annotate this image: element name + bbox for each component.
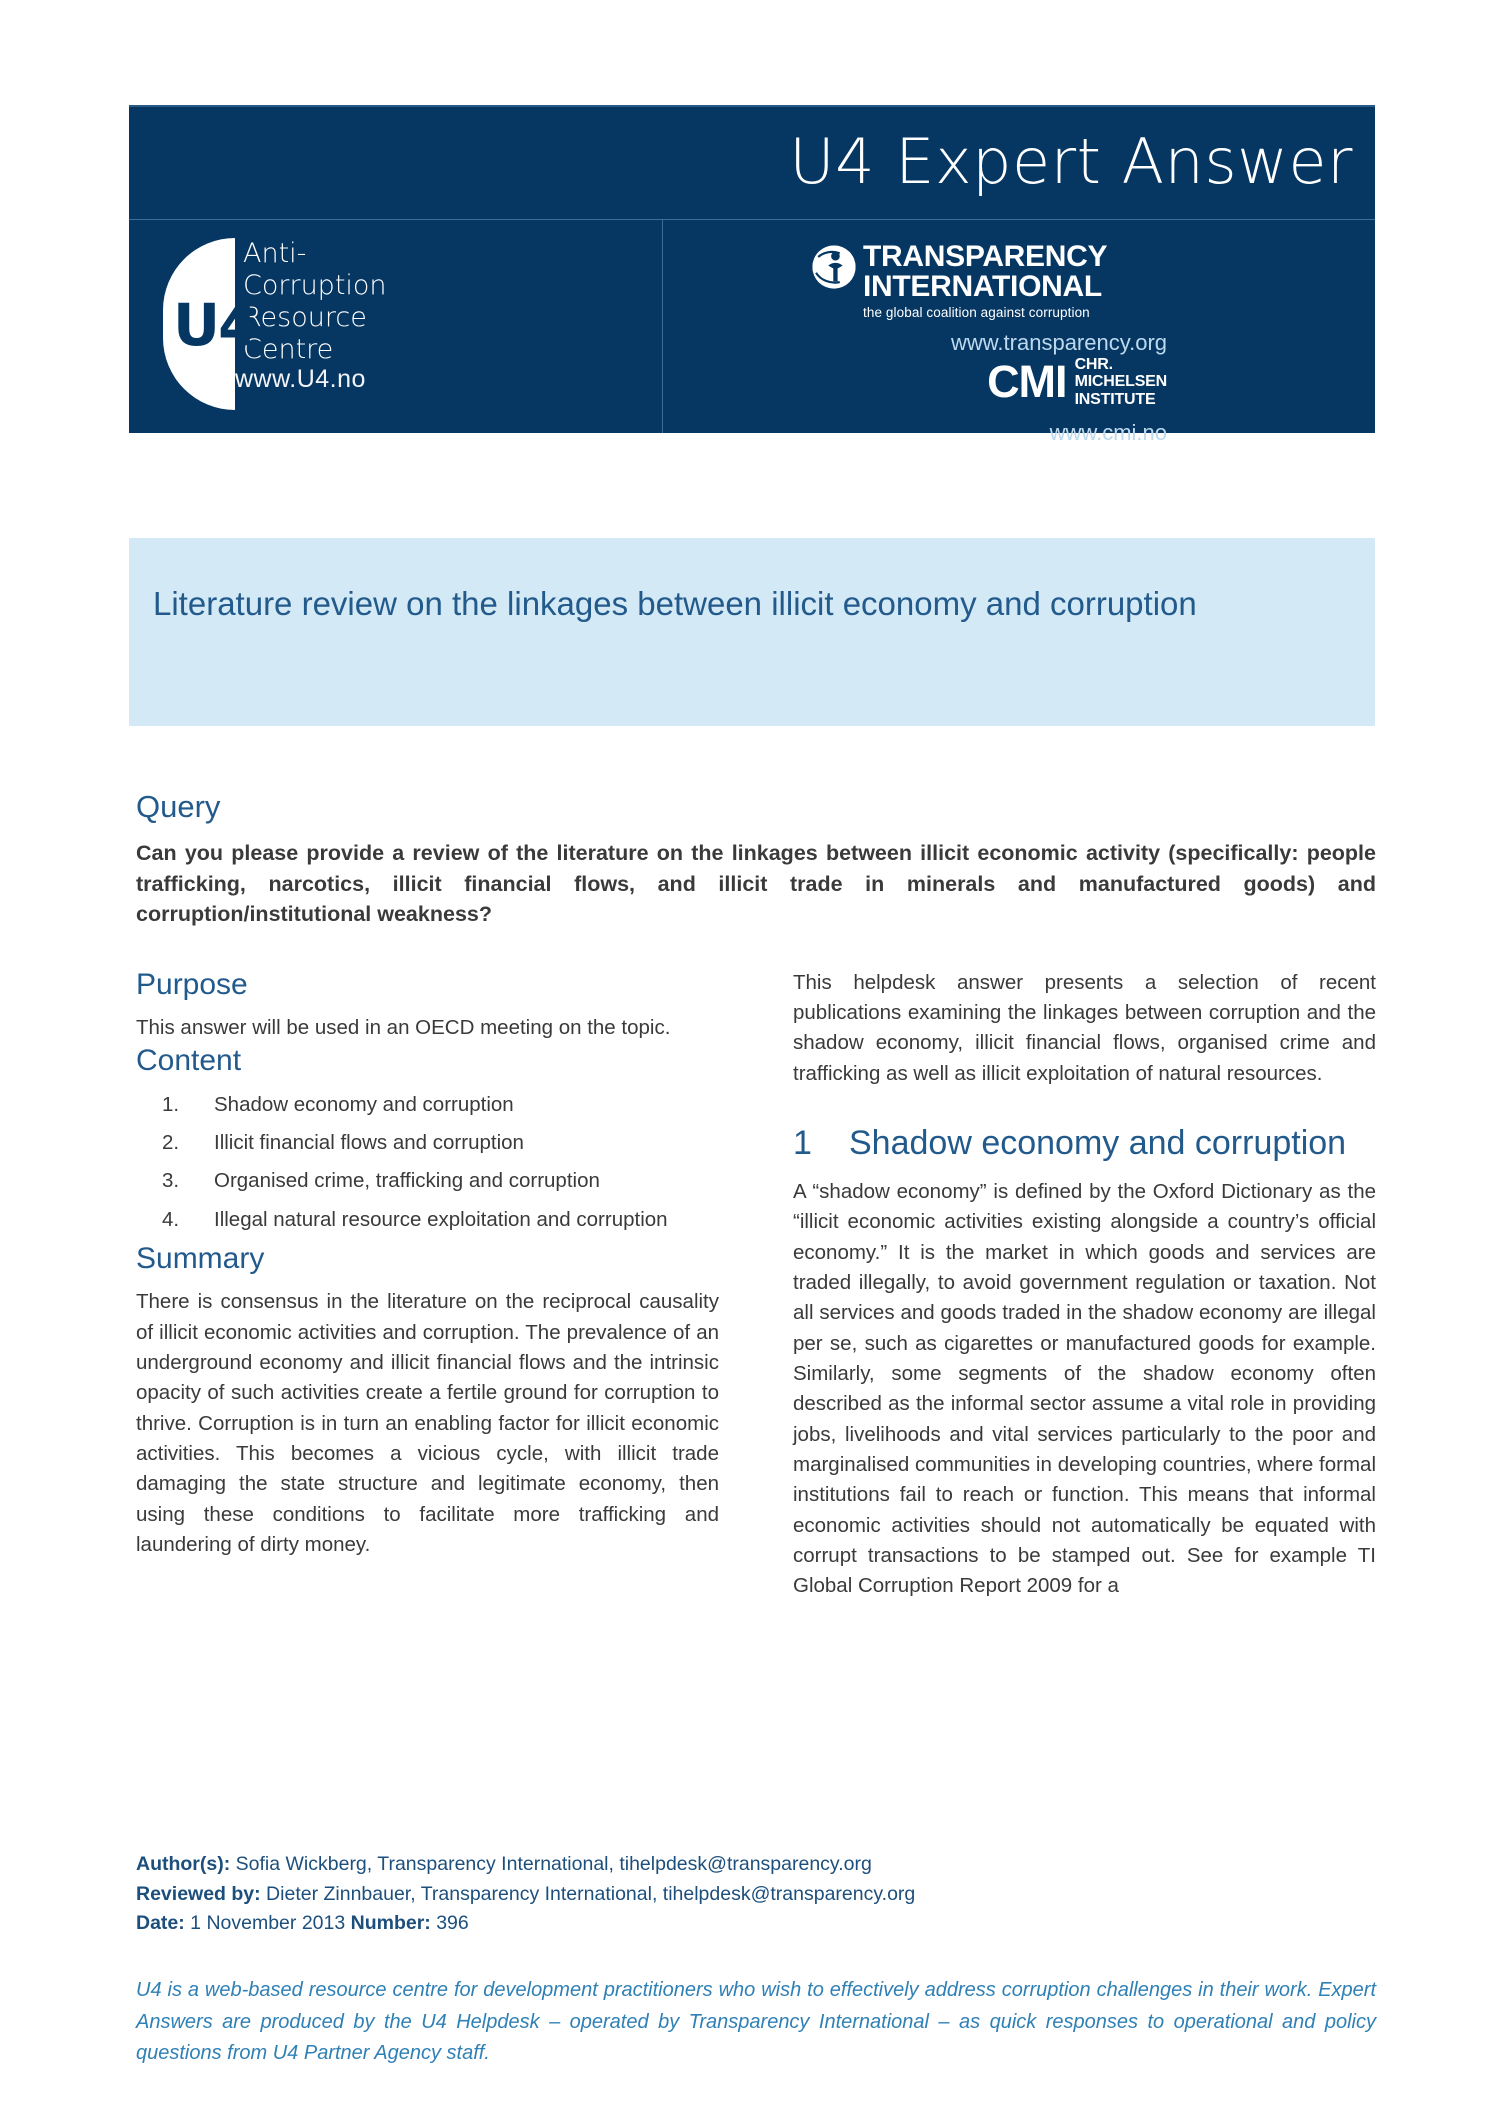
list-item: Illegal natural resource exploitation and corruption (214, 1207, 668, 1231)
ti-name-line-1: TRANSPARENCY (863, 240, 1108, 273)
content-heading: Content (136, 1043, 242, 1077)
number-label: Number: (350, 1912, 431, 1935)
u4-logo-line-1: Anti- (243, 238, 307, 269)
reviewer-line (136, 1880, 1376, 1910)
ti-name-line-2: INTERNATIONAL (863, 270, 1102, 303)
number-value: 396 (430, 1912, 469, 1935)
summary-heading: Summary (136, 1241, 265, 1275)
author-value: Sofia Wickberg, Transparency International, tihelpdesk@transparency.org (230, 1853, 872, 1875)
u4-website-url[interactable]: www.U4.no (235, 365, 366, 394)
content-list (136, 1089, 719, 1235)
two-column-layout (136, 968, 1376, 1602)
intro-paragraph: This helpdesk answer presents a selection of recent publications examining the linkages between corruption and the shadow economy, illicit financial flows, organised crime and trafficking as well as illicit exploitation of natural resources. (793, 970, 1376, 1085)
cmi-logo (811, 356, 1171, 446)
u4-logo (163, 238, 387, 410)
list-item: Organised crime, trafficking and corruption (214, 1169, 600, 1193)
u4-halfcircle-icon (163, 238, 257, 410)
reviewer-label: Reviewed by: (136, 1882, 261, 1905)
header-title-bar (129, 105, 1375, 219)
left-column (136, 968, 719, 1602)
cmi-name-line-2: MICHELSEN (1074, 373, 1167, 391)
query-heading: Query (136, 789, 221, 824)
u4-logo-text-block (235, 238, 387, 394)
cmi-website-url[interactable]: www.cmi.no (1049, 419, 1167, 445)
page-title: U4 Expert Answer (789, 125, 1353, 199)
author-line (136, 1850, 1376, 1880)
document-title-banner (129, 538, 1375, 726)
query-text: Can you please provide a review of the literature on the linkages between illicit economic activity (specifically: people trafficking, narcotics, illicit financial flows, and illicit trade in minerals and manufactured goods) and corruption/institutional weakness? (136, 841, 1376, 927)
section-1-number: 1 (793, 1123, 812, 1162)
cmi-logo-fullname (1075, 356, 1167, 408)
list-item: Illicit financial flows and corruption (214, 1131, 524, 1155)
section-1-title: Shadow economy and corruption (849, 1123, 1347, 1162)
purpose-heading: Purpose (136, 967, 248, 1001)
document-header (129, 105, 1375, 445)
reviewer-value: Dieter Zinnbauer, Transparency International, tihelpdesk@transparency.org (260, 1882, 916, 1905)
transparency-international-logo (811, 242, 1171, 356)
section-1-body: A “shadow economy” is defined by the Oxford Dictionary as the “illicit economic activities existing alongside a country’s official economy.” It is the market in which goods and services are traded illegally, to avoid government regulation or taxation. Not all services and goods traded in the shadow economy are illegal per se, such as cigarettes or manufactured goods for example. Similarly, some segments of the shadow economy often described as the informal sector assume a vital role in providing jobs, livelihoods and vital services particularly to the poor and marginalised communities in developing countries, where formal institutions fail to reach or function. This means that informal economic activities should not automatically be equated with corrupt transactions to be stamped out. See for example TI Global Corruption Report 2009 for a (793, 1180, 1376, 1598)
date-number-line (136, 1909, 1376, 1939)
section-1-heading (793, 1123, 1376, 1163)
list-item: Shadow economy and corruption (214, 1093, 514, 1117)
cmi-logo-mark: CMI (987, 356, 1067, 408)
author-label: Author(s): (136, 1853, 231, 1875)
summary-text: There is consensus in the literature on the reciprocal causality of illicit economic activities and corruption. The prevalence of an underground economy and illicit financial flows and the intrinsic opacity of such activities create a fertile ground for corruption to thrive. Corruption is in turn an enabling factor for illicit economic activities. This becomes a vicious cycle, with illicit trade damaging the state structure and legitimate economy, then using these conditions to facilitate more trafficking and laundering of dirty money. (136, 1290, 719, 1556)
footer-disclaimer: U4 is a web-based resource centre for development practitioners who wish to effectively address corruption challenges in their work. Expert Answers are produced by the U4 Helpdesk – operated by Transparency International – as quick responses to operational and policy questions from U4 Partner Agency staff. (136, 1979, 1376, 2065)
u4-logo-panel (129, 220, 663, 433)
ti-tagline: the global coalition against corruption (863, 305, 1090, 320)
header-logo-row (129, 219, 1375, 445)
purpose-text: This answer will be used in an OECD meeting on the topic. (136, 1016, 671, 1040)
u4-logo-mark: U4 (173, 291, 257, 359)
document-title: Literature review on the linkages between illicit economy and corruption (153, 585, 1197, 622)
u4-logo-line-2: Corruption (243, 269, 387, 301)
date-label: Date: (136, 1912, 185, 1935)
u4-logo-line-4: Centre (243, 333, 334, 365)
partner-logo-panel (663, 220, 1375, 445)
cmi-name-line-3: INSTITUTE (1074, 390, 1156, 408)
cmi-name-line-1: CHR. (1074, 356, 1113, 373)
right-column (793, 968, 1376, 1602)
document-footer (136, 1850, 1376, 1939)
date-value: 1 November 2013 (184, 1912, 351, 1935)
ti-globe-person-icon (811, 244, 857, 290)
document-body (136, 790, 1376, 1602)
transparency-website-url[interactable]: www.transparency.org (950, 330, 1167, 355)
u4-logo-line-3: Resource (243, 301, 367, 333)
